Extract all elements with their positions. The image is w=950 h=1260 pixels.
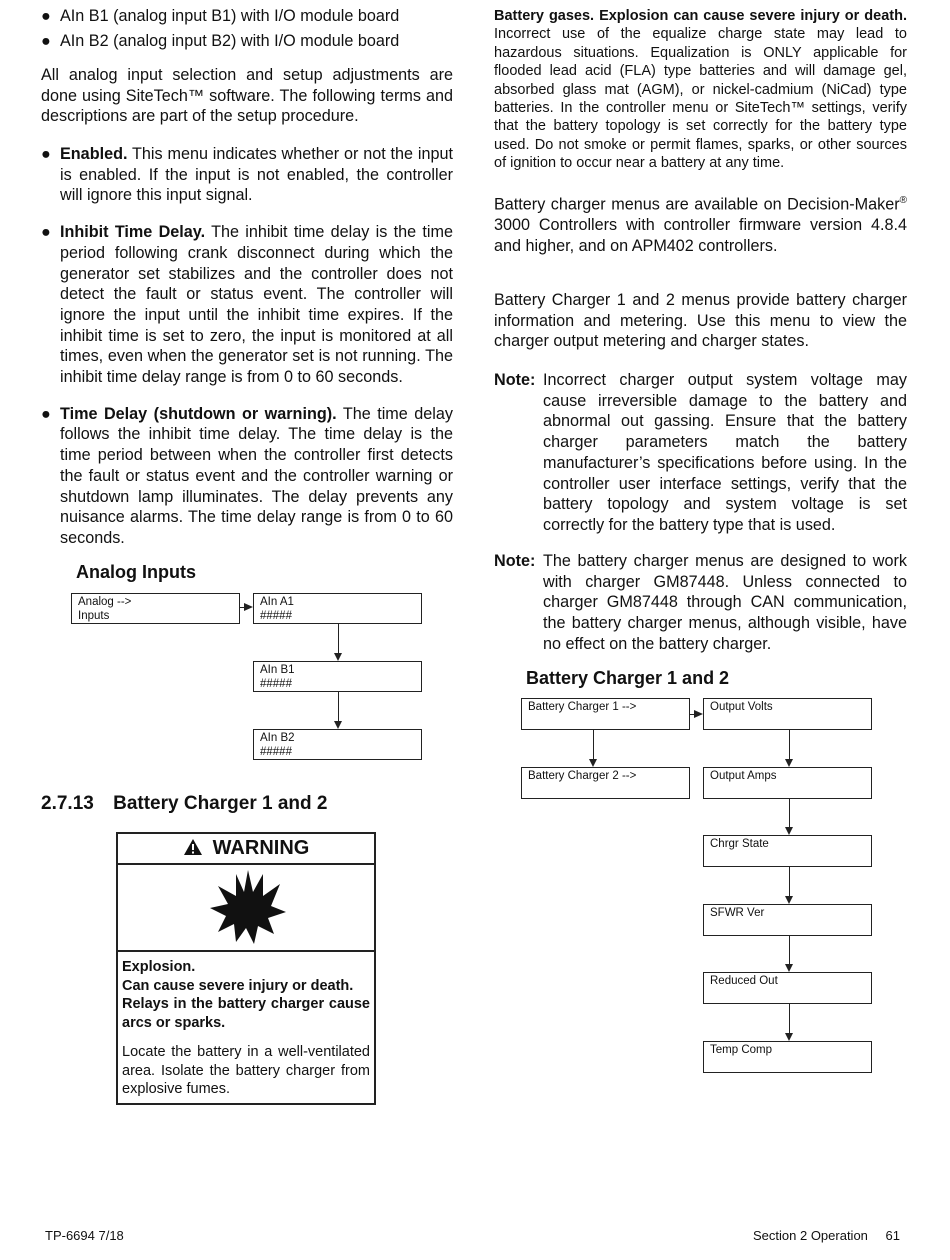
analog-item-box: AIn B2 ##### <box>253 729 422 760</box>
analog-menu-box: Analog --> Inputs <box>71 593 240 624</box>
charger-item-box: Reduced Out <box>703 972 872 1004</box>
section-heading <box>41 793 327 815</box>
note-voltage: Note: Incorrect charger output system voltage may cause irreversible damage to the battery and abnormal out gassing. Ensure that the battery charger parameters match the battery manufacturer’s specifications before using. In the controller user interface settings, verify that the battery topology and system voltage is set correctly for the battery type that is used. <box>494 371 907 534</box>
intro-paragraph: All analog input selection and setup adjustments are done using SiteTech™ software. The following terms and descriptions are part of the setup procedure. <box>41 66 453 126</box>
arrow-down-icon <box>589 759 597 767</box>
charger-item-box: Output Volts <box>703 698 872 730</box>
page-number: 61 <box>885 1228 900 1243</box>
arrow-right-icon <box>694 710 703 718</box>
charger-item-box: Output Amps <box>703 767 872 799</box>
arrow-down-icon <box>334 653 342 661</box>
connector-line <box>789 799 790 828</box>
section-number: 2.7.13 <box>41 793 94 814</box>
battery-gases-paragraph: Battery gases. Explosion can cause severe injury or death. Incorrect use of the equalize charge state may lead to hazardous situations. Equalization is ONLY applicable for flooded lead acid (FLA) type batteries and will damage gel, absorbed glass mat (AGM), or nickel-cadmium (NiCad) type batteries. In the controller menu or SiteTech™ settings, verify that the battery topology is set correctly for the battery type used. Do not smoke or permit flames, sparks, or other sources of ignition to occur near a battery at any time. <box>494 8 907 172</box>
section-title: Battery Charger 1 and 2 <box>113 793 328 814</box>
explosion-icon <box>208 868 288 946</box>
explosion-pictogram <box>118 865 374 952</box>
arrow-down-icon <box>785 1033 793 1041</box>
arrow-down-icon <box>785 827 793 835</box>
charger-item-box: Temp Comp <box>703 1041 872 1073</box>
connector-line <box>789 867 790 897</box>
footer-section-label: Section 2 Operation <box>753 1228 868 1243</box>
list-item: ● AIn B2 (analog input B2) with I/O module board <box>41 31 400 50</box>
footer-section <box>753 1228 900 1243</box>
input-list <box>41 6 453 51</box>
charger-menu-box: Battery Charger 2 --> <box>521 767 690 799</box>
term-item-enabled: ● Enabled. This menu indicates whether or not the input is enabled. If the input is not enabled, the controller will ignore this input signal. <box>41 145 453 205</box>
arrow-down-icon <box>785 964 793 972</box>
analog-item-box: AIn B1 ##### <box>253 661 422 692</box>
connector-line <box>789 1004 790 1034</box>
term-item-inhibit: ● Inhibit Time Delay. The inhibit time delay is the time period following crank disconnect during which the generator set stabilizes and the controller does not detect the fault or status event. The controller will ignore the input until the inhibit time expires. If the inhibit time is set to zero, the input is monitored at all times, even when the generator set is not running. The inhibit time delay range is from 0 to 60 seconds. <box>41 223 453 387</box>
charger-item-box: SFWR Ver <box>703 904 872 936</box>
analog-item-box: AIn A1 ##### <box>253 593 422 624</box>
connector-line <box>789 730 790 760</box>
arrow-down-icon <box>334 721 342 729</box>
charger-menu-box: Battery Charger 1 --> <box>521 698 690 730</box>
connector-line <box>338 624 339 654</box>
connector-line <box>338 692 339 722</box>
connector-line <box>789 936 790 965</box>
list-item: ● AIn B1 (analog input B1) with I/O module board <box>41 7 400 25</box>
footer-doc-id: TP-6694 7/18 <box>45 1228 124 1243</box>
terms-list <box>41 144 453 549</box>
note-charger: Note: The battery charger menus are designed to work with charger GM87448. Unless connected to charger GM87448 through CAN communication, the battery charger menus, although visible, have no effect on the battery charger. <box>494 552 907 653</box>
arrow-down-icon <box>785 759 793 767</box>
charger-figure-title: Battery Charger 1 and 2 <box>526 668 730 688</box>
arrow-right-icon <box>244 603 253 611</box>
warning-header: WARNING <box>118 834 374 865</box>
connector-line <box>593 730 594 760</box>
warning-text: Explosion. Can cause severe injury or death. Relays in the battery charger cause arcs or sparks. Locate the battery in a well-ventilated area. Isolate the battery charger from explosive fumes. <box>122 959 370 1097</box>
menus-paragraph: Battery Charger 1 and 2 menus provide battery charger information and metering. Use this menu to view the charger output metering and charger states. <box>494 291 907 351</box>
term-item-time-delay: ● Time Delay (shutdown or warning). The time delay follows the inhibit time delay. The time delay is the time period between when the controller first detects the fault or status event and the controller warning or shutdown lamp illuminates. The delay prevents any nuisance alarms. The time delay range is from 0 to 60 seconds. <box>41 404 453 547</box>
warning-box <box>116 832 376 1105</box>
availability-paragraph: Battery charger menus are available on Decision-Maker® 3000 Controllers with controller firmware version 4.8.4 and higher, and on APM402 controllers. <box>494 195 907 255</box>
arrow-down-icon <box>785 896 793 904</box>
warning-triangle-icon <box>183 838 203 856</box>
charger-item-box: Chrgr State <box>703 835 872 867</box>
analog-figure-title: Analog Inputs <box>76 562 196 582</box>
